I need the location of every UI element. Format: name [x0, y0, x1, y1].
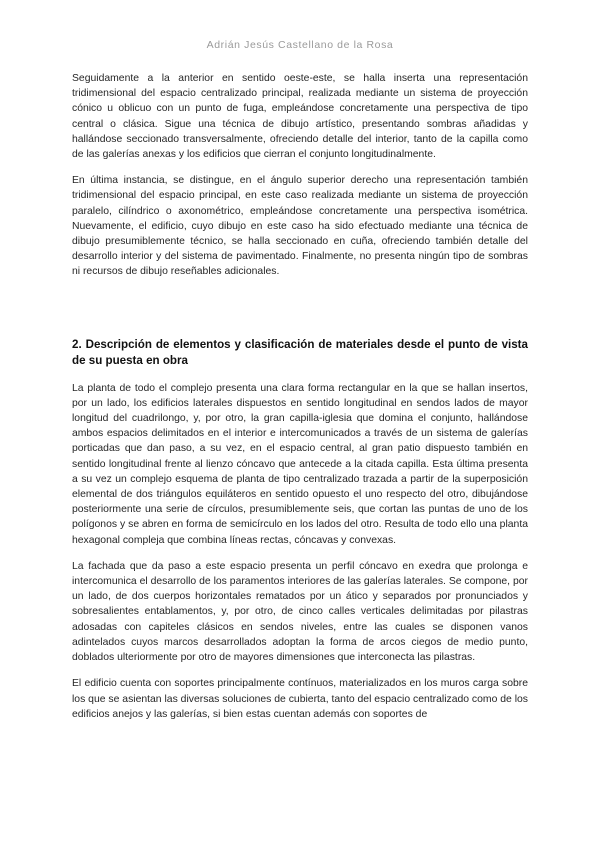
paragraph-perspectiva-isometrica: En última instancia, se distingue, en el ángulo superior derecho una representación también tridimensional del espacio principal, en este caso realizada mediante un sistema de proyección paralelo, cilíndrico o axonométrico, empleándose concretamente una perspectiva isométrica. Nuevamente, el edificio, cuyo dibujo en este caso ha sido efectuado mediante una técnica de dibujo presumiblemente técnico, se halla seccionado en cuña, ofreciendo también detalle del desarrollo interior y del sistema de pavimentado. Finalmente, no presenta ningún tipo de sombras ni recursos de dibujo reseñables adicionales.: [72, 175, 528, 278]
section-heading: 2. Descripción de elementos y clasificación de materiales desde el punto de vista de su puesta en obra: [72, 337, 528, 367]
running-header: Adrián Jesús Castellano de la Rosa: [206, 39, 394, 51]
page-content: [72, 71, 528, 733]
paragraph-planta: La planta de todo el complejo presenta una clara forma rectangular en la que se hallan insertos, por un lado, los edificios laterales dispuestos en sentido longitudinal en sendos lados de mayor longitud del cuadrilongo, y, por otro, la gran capilla-iglesia que domina el conjunto, hallándose ambos espacios delimitados en el interior e intercomunicados a través de un sistema de galerías porticadas que dan paso, a su vez, en el espacio central, al gran patio dispuesto también en sentido longitudinal frente al lienzo cóncavo que antecede a la citada capilla. Esta última presenta a su vez un complejo esquema de planta de tipo centralizado trazada a partir de la superposición elemental de dos triángulos equiláteros en sentido opuesto el uno respecto del otro, dibujándose posteriormente una serie de círculos, presumiblemente seis, que cortan las puntas de uno de los polígonos y se abren en forma de semicírculo en los lados del otro. Resulta de todo ello una planta hexagonal compleja que combina líneas rectas, cóncavas y convexas.: [72, 382, 528, 546]
section-spacer: [72, 291, 528, 337]
paragraph-fachada: La fachada que da paso a este espacio presenta un perfil cóncavo en exedra que prolonga e intercomunica el desarrollo de los paramentos interiores de las galerías laterales. Se compone, por un lado, de dos cuerpos horizontales rematados por un ático y separados por pronunciados y sobresalientes entablamentos, y, por otro, de cinco calles verticales delimitadas por pilastras adosadas con capiteles clásicos en sendos niveles, entre las cuales se disponen vanos adintelados cuyos marcos desarrollados adoptan la forma de arcos ciegos de medio punto, doblados ulteriormente por otro de mayores dimensiones que interconecta las pilastras.: [72, 560, 528, 664]
paragraph-soportes: El edificio cuenta con soportes principalmente contínuos, materializados en los muros carga sobre los que se asientan las diversas soluciones de cubierta, tanto del espacio centralizado como de los edificios anejos y las galerías, si bien estas cuentan además con soportes de: [72, 678, 528, 720]
paragraph-perspectiva-central: Seguidamente a la anterior en sentido oeste-este, se halla inserta una representación tridimensional del espacio centralizado principal, realizada mediante un sistema de proyección cónico u oblicuo con un punto de fuga, empleándose concretamente una perspectiva de tipo central o clásica. Sigue una técnica de dibujo artístico, presentando sombras añadidas y hallándose seccionado transversalmente, ofreciendo detalle del interior, tanto de la capilla como de las galerías anexas y los edificios que cierran el conjunto longitudinalmente.: [72, 73, 528, 161]
